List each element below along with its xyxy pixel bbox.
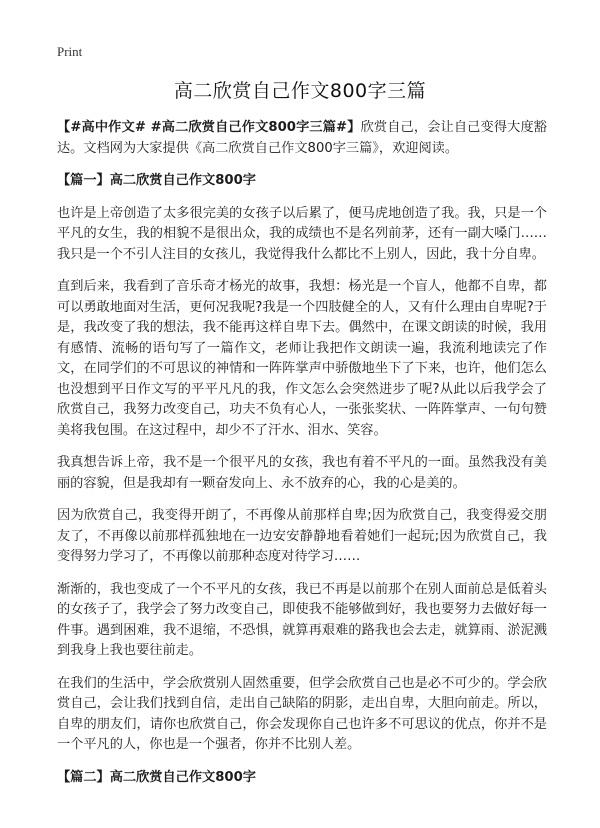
intro-tags: 【#高中作文# #高二欣赏自己作文800字三篇#】 [57, 120, 361, 135]
article-body [57, 118, 547, 800]
paragraph: 因为欣赏自己，我变得开朗了，不再像从前那样自卑;因为欣赏自己，我变得爱交朋友了，不再像以前那样孤独地在一边安安静静地看着她们一起玩;因为欣赏自己，我变得努力学习了，不再像以前那种态度对待学习…… [57, 508, 547, 564]
section-heading-1: 【篇一】高二欣赏自己作文800字 [57, 173, 256, 188]
paragraph: 我真想告诉上帝，我不是一个很平凡的女孩，我也有着不平凡的一面。虽然我没有美丽的容貌，但是我却有一颗奋发向上、永不放弃的心，我的心是美的。 [57, 455, 547, 491]
paragraph: 也许是上帝创造了太多很完美的女孩子以后累了，便马虎地创造了我。我，只是一个平凡的女生，我的相貌不是很出众，我的成绩也不是名列前茅，还有一副大嗓门……我只是一个不引人注目的女孩儿，我觉得我什么都比不上别人，因此，我十分自卑。 [57, 205, 547, 262]
print-link[interactable]: Print [57, 44, 83, 59]
paragraph: 在我们的生活中，学会欣赏别人固然重要，但学会欣赏自己也是必不可少的。学会欣赏自己，会让我们找到自信，走出自己缺陷的阴影，走出自卑，大胆向前走。所以，自卑的朋友们，请你也欣赏自己，你会发现你自己也许多不可思议的优点，你并不是一个平凡的人，你也是一个强者，你并不比别人差。 [57, 675, 547, 752]
page-title: 高二欣赏自己作文800字三篇 [173, 80, 427, 102]
paragraph: 渐渐的，我也变成了一个不平凡的女孩，我已不再是以前那个在别人面前总是低着头的女孩子了，我学会了努力改变自己，即使我不能够做到好，我也要努力去做好每一件事。遇到困难，我不退缩，不恐惧，就算再艰难的路我也会去走，就算雨、淤泥溅到我身上我也要往前走。 [57, 581, 547, 658]
intro-text: 欣赏自己，会让自己变得大度豁达。文档网为大家提供《高二欣赏自己作文800字三篇》，欢迎阅读。 [57, 120, 547, 156]
section-heading-2: 【篇二】高二欣赏自己作文800字 [57, 769, 256, 785]
intro-paragraph [57, 118, 547, 159]
paragraph: 直到后来，我看到了音乐奇才杨光的故事，我想：杨光是一个盲人，他都不自卑，都可以勇敢地面对生活，更何况我呢?我是一个四肢健全的人，又有什么理由自卑呢?于是，我改变了我的想法，我不能再这样自卑下去。偶然中，在课文朗读的时候，我用有感情、流畅的语句写了一篇作文，老师让我把作文朗读一遍，我流利地读完了作文，在同学们的不可思议的神情和一阵阵掌声中骄傲地坐下了下来，也许，他们怎么也没想到平日作文写的平平凡凡的我，作文怎么会突然进步了呢?从此以后我学会了欣赏自己，我努力改变自己，功夫不负有心人，一张张奖状、一阵阵掌声、一句句赞美将我包围。在这过程中，却少不了汗水、泪水、笑容。 [57, 279, 547, 438]
